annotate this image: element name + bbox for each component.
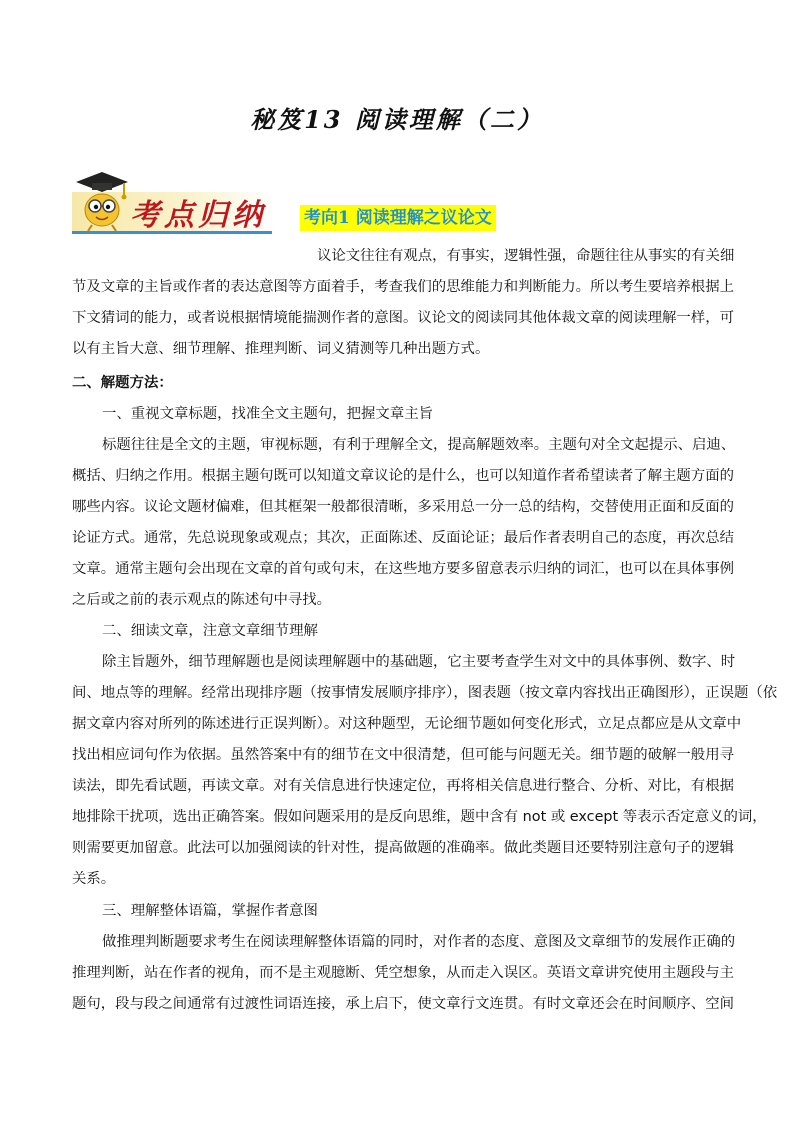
topic-banner [72, 170, 272, 234]
method2-line: 除主旨题外，细节理解题也是阅读理解题中的基础题，它主要考查学生对文中的具体事例、数字、时 [102, 654, 736, 670]
intro-line: 节及文章的主旨或作者的表达意图等方面着手，考查我们的思维能力和判断能力。所以考生要培养根据上 [72, 279, 734, 295]
graduate-mascot-icon [74, 170, 130, 232]
banner-title: 考点归纳 [130, 198, 266, 233]
method1-line: 文章。通常主题句会出现在文章的首句或句末，在这些地方要多留意表示归纳的词汇，也可以在具体事例 [72, 561, 734, 577]
method1-line: 哪些内容。议论文题材偏难，但其框架一般都很清晰，多采用总一分一总的结构，交替使用正面和反面的 [72, 499, 734, 515]
method2-line: 则需要更加留意。此法可以加强阅读的针对性，提高做题的准确率。做此类题目还要特别注意句子的逻辑 [72, 840, 734, 856]
method2-heading: 二、细读文章，注意文章细节理解 [102, 623, 318, 639]
intro-line: 以有主旨大意、细节理解、推理判断、词义猜测等几种出题方式。 [72, 341, 490, 357]
method1-line: 标题往往是全文的主题，审视标题，有利于理解全文，提高解题效率。主题句对全文起提示、启迪、 [102, 437, 736, 453]
method2-line: 据文章内容对所列的陈述进行正误判断）。对这种题型，无论细节题如何变化形式，立足点都应是从文章中 [72, 716, 742, 732]
method2-line: 找出相应词句作为依据。虽然答案中有的细节在文中很清楚，但可能与问题无关。细节题的破解一般用寻 [72, 747, 734, 763]
method1-line: 之后或之前的表示观点的陈述句中寻找。 [72, 592, 332, 608]
method3-line: 推理判断，站在作者的视角，而不是主观臆断、凭空想象，从而走入误区。英语文章讲究使用主题段与主 [72, 965, 734, 981]
method2-line: 读法，即先看试题，再读文章。对有关信息进行快速定位，再将相关信息进行整合、分析、对比，有根据 [72, 778, 734, 794]
method2-line: 间、地点等的理解。经常出现排序题（按事情发展顺序排序），图表题（按文章内容找出正确图形），正误题（依 [72, 685, 778, 701]
intro-line: 下文猜词的能力，或者说根据情境能揣测作者的意图。议论文的阅读同其他体裁文章的阅读理解一样，可 [72, 310, 734, 326]
document-title: 秘笈13 阅读理解（二） [250, 105, 544, 134]
methods-heading: 二、解题方法： [72, 375, 173, 391]
method2-line: 地排除干扰项，选出正确答案。假如问题采用的是反向思维，题中含有 not 或 except 等表示否定意义的词， [72, 809, 767, 825]
method3-line: 题句，段与段之间通常有过渡性词语连接，承上启下，使文章行文连贯。有时文章还会在时间顺序、空间 [72, 996, 734, 1012]
intro-line: 议论文往往有观点，有事实，逻辑性强，命题往往从事实的有关细 [317, 248, 735, 264]
method1-line: 概括、归纳之作用。根据主题句既可以知道文章议论的是什么，也可以知道作者希望读者了解主题方面的 [72, 468, 734, 484]
method1-line: 论证方式。通常，先总说现象或观点；其次，正面陈述、反面论证；最后作者表明自己的态度，再次总结 [72, 530, 734, 546]
section-heading: 考向1 阅读理解之议论文 [300, 205, 496, 231]
method3-line: 做推理判断题要求考生在阅读理解整体语篇的同时，对作者的态度、意图及文章细节的发展作正确的 [102, 934, 736, 950]
method2-line: 关系。 [72, 871, 116, 887]
method3-heading: 三、理解整体语篇，掌握作者意图 [102, 903, 318, 919]
method1-heading: 一、重视文章标题，找准全文主题句，把握文章主旨 [102, 406, 433, 422]
